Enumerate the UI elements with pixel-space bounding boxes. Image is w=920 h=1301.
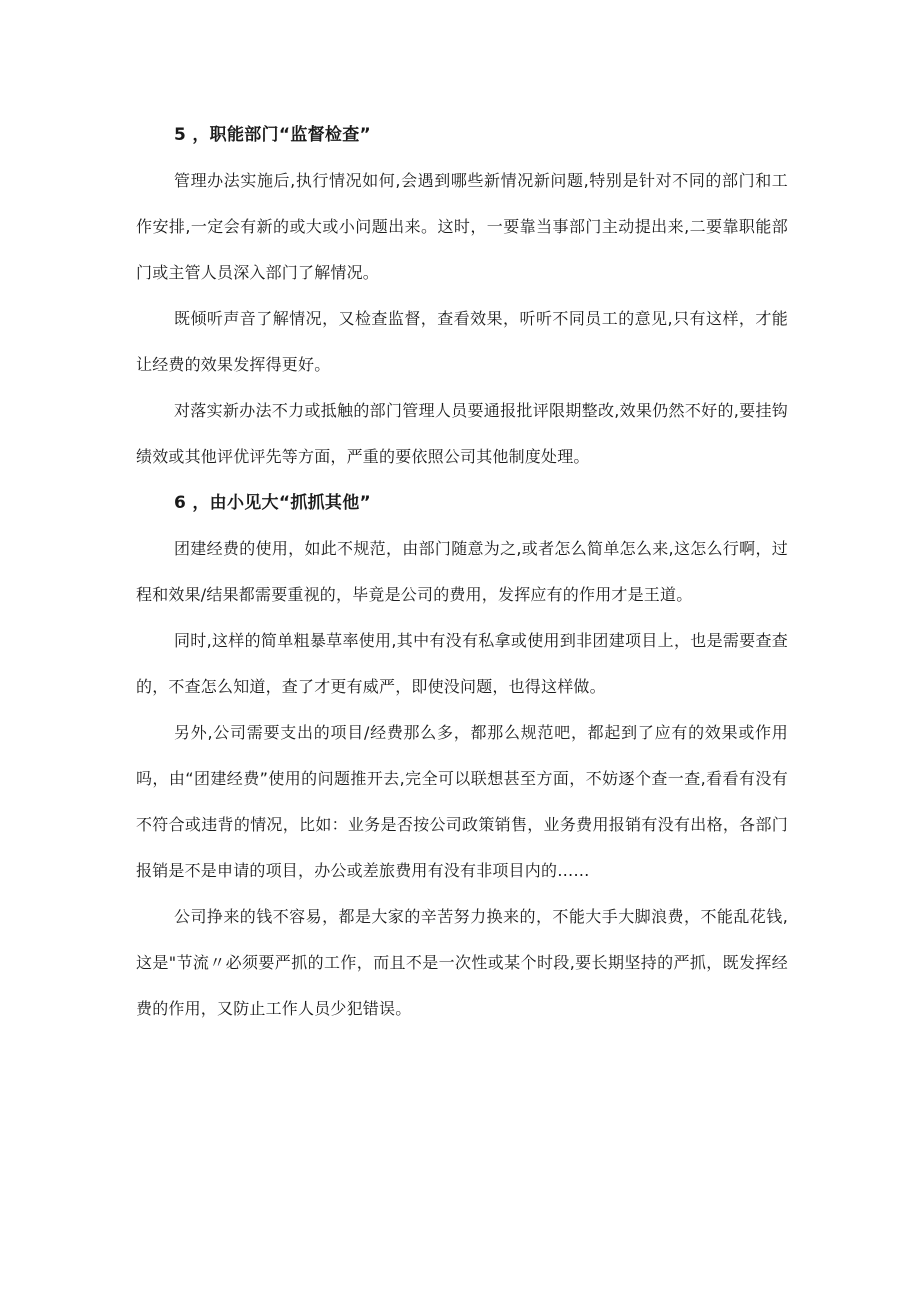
paragraph: 管理办法实施后,执行情况如何,会遇到哪些新情况新问题,特别是针对不同的部门和工作安排,一定会有新的或大或小问题出来。这时，一要靠当事部门主动提出来,二要靠职能部门或主管人员深入部门了解情况。 <box>136 171 788 282</box>
paragraph: 既倾听声音了解情况，又检查监督，查看效果，听听不同员工的意见,只有这样，才能让经费的效果发挥得更好。 <box>136 309 788 374</box>
paragraph: 同时,这样的简单粗暴草率使用,其中有没有私拿或使用到非团建项目上，也是需要查查的，不查怎么知道，查了才更有威严，即使没问题，也得这样做。 <box>136 631 788 696</box>
section-heading-5: 5 ，职能部门“监督检查” <box>174 125 371 145</box>
paragraph: 公司挣来的钱不容易，都是大家的辛苦努力换来的，不能大手大脚浪费，不能乱花钱,这是"节流〃必须要严抓的工作，而且不是一次性或某个时段,要长期坚持的严抓，既发挥经费的作用，又防止工作人员少犯错误。 <box>136 907 788 1018</box>
paragraph: 对落实新办法不力或抵触的部门管理人员要通报批评限期整改,效果仍然不好的,要挂钩绩效或其他评优评先等方面，严重的要依照公司其他制度处理。 <box>136 401 788 466</box>
paragraph: 团建经费的使用，如此不规范，由部门随意为之,或者怎么简单怎么来,这怎么行啊，过程和效果/结果都需要重视的，毕竟是公司的费用，发挥应有的作用才是王道。 <box>136 539 788 604</box>
section-heading-6: 6 ，由小见大“抓抓其他” <box>174 493 371 513</box>
paragraph: 另外,公司需要支出的项目/经费那么多，都那么规范吧，都起到了应有的效果或作用吗，由“团建经费”使用的问题推开去,完全可以联想甚至方面，不妨逐个查一查,看看有没有不符合或违背的情况，比如：业务是否按公司政策销售，业务费用报销有没有出格，各部门报销是不是申请的项目，办公或差旅费用有没有非项目内的…… <box>136 723 788 880</box>
document-body <box>136 112 788 1032</box>
